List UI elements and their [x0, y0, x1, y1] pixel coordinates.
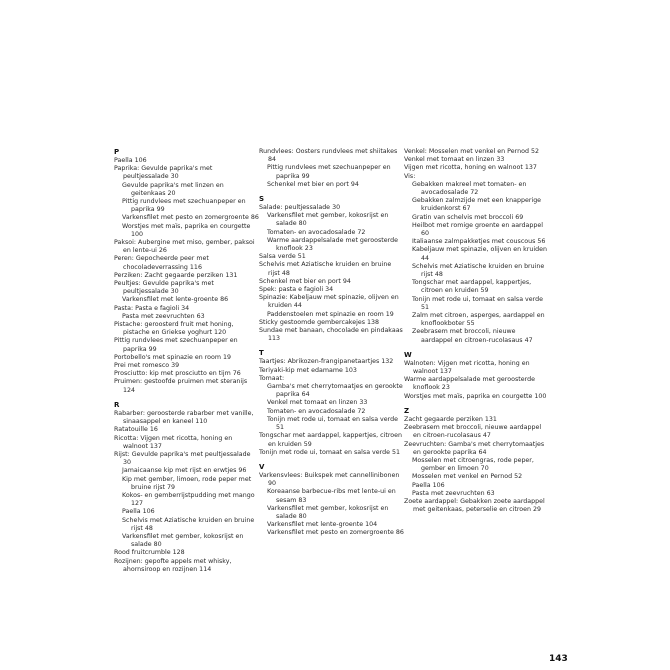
- index-subentry: Pasta met zeevruchten 63: [412, 489, 495, 497]
- index-entry: Rijst: Gevulde paprika's met peultjessalade 30: [114, 450, 251, 467]
- index-subentry: Venkel met tomaat en linzen 33: [267, 399, 368, 407]
- index-subentry: Varkensfilet met lente-groente 86: [122, 296, 229, 304]
- index-entry: Tonijn met rode ui, tomaat en salsa verde 51: [259, 448, 401, 456]
- index-subentry: Tonijn met rode ui, tomaat en salsa verde 51: [267, 415, 398, 432]
- section-letter: Z: [404, 406, 410, 415]
- index-column-2: [259, 148, 404, 538]
- index-entry: Teriyaki-kip met edamame 103: [259, 366, 357, 374]
- index-entry: Venkel: Mosselen met venkel en Pernod 52: [404, 148, 539, 155]
- index-entry: Rundvlees: Oosters rundvlees met shiitakes 84: [259, 148, 398, 164]
- index-entry: Varkensvlees: Buikspek met cannellinibonen 90: [259, 471, 400, 488]
- index-subentry: Varkensfilet met gember, kokosrijst en salade 80: [267, 504, 389, 520]
- index-subentry: Mosselen met venkel en Pernod 52: [412, 473, 523, 481]
- index-subentry: Tonijn met rode ui, tomaat en salsa verde 51: [412, 295, 543, 311]
- section-letter: V: [259, 462, 265, 471]
- index-entry: Salade: peultjessalade 30: [259, 204, 341, 212]
- index-entry: Pistache: geroosterd fruit met honing, pistache en Griekse yoghurt 120: [114, 321, 234, 337]
- index-entry: Schenkel met bier en port 94: [259, 277, 351, 285]
- section-letter: P: [114, 148, 120, 156]
- section-letter: W: [404, 350, 412, 359]
- index-entry: Schelvis met Aziatische kruiden en bruine rijst 48: [259, 261, 392, 277]
- index-subentry: Varkensfilet met pesto en zomergroente 86: [122, 214, 259, 222]
- index-subentry: Pasta met zeevruchten 63: [122, 312, 205, 320]
- index-entry: Pruimen: gestoofde pruimen met steranijs 124: [114, 378, 248, 394]
- index-subentry: Italiaanse zalmpakketjes met couscous 56: [412, 238, 546, 246]
- index-subentry: Zalm met citroen, asperges, aardappel en knoflookboter 55: [412, 312, 545, 328]
- index-entry: Zoete aardappel: Gebakken zoete aardappel met geitenkaas, peterselie en citroen 29: [404, 497, 545, 514]
- index-entry: Peren: Gepocheerde peer met chocoladeverrassing 116: [114, 255, 209, 271]
- index-entry: Paksoi: Aubergine met miso, gember, paksoi en lente-ui 26: [114, 239, 255, 255]
- index-subentry: Koreaanse barbecue-ribs met lente-ui en sesam 83: [267, 488, 396, 504]
- index-subentry: Kokos- en gemberrijstpudding met mango 127: [122, 491, 255, 508]
- index-entry: Prei met romesco 39: [114, 362, 180, 370]
- index-subentry: Tongschar met aardappel, kappertjes, citroen en kruiden 59: [412, 279, 532, 295]
- index-subentry: Varkensfilet met lente-groente 104: [267, 521, 378, 529]
- index-entry: Zeevruchten: Gamba's met cherrytomaatjes en gerookte paprika 64: [404, 440, 545, 456]
- index-subentry: Jamaicaanse kip met rijst en erwtjes 96: [122, 467, 247, 475]
- index-entry: Salsa verde 51: [259, 253, 306, 261]
- index-entry: Perziken: Zacht gegaarde perziken 131: [114, 271, 238, 279]
- index-subentry: Varkensfilet met gember, kokosrijst en salade 80: [122, 532, 244, 549]
- index-entry: Rozijnen: gepofte appels met whisky, ahornsiroop en rozijnen 114: [114, 557, 232, 573]
- index-entry: Peultjes: Gevulde paprika's met peultjessalade 30: [114, 280, 214, 296]
- index-subentry: Kip met gember, limoen, rode peper met bruine rijst 79: [122, 475, 252, 491]
- index-entry: Rabarber: geroosterde rabarber met vanille, sinaasappel en kaneel 110: [114, 409, 254, 426]
- index-subentry: Gratin van schelvis met broccoli 69: [412, 213, 524, 221]
- index-subentry: Schenkel met bier en port 94: [267, 180, 359, 188]
- index-subentry: Gebakken zalmzijde met een knapperige kruidenkorst 67: [412, 197, 542, 213]
- index-subentry: Mosselen met citroengras, rode peper, gember en limoen 70: [412, 456, 534, 473]
- index-entry: Paella 106: [114, 157, 147, 164]
- section-letter: R: [114, 400, 120, 409]
- index-entry: Sticky gestoomde gembercakejes 138: [259, 318, 380, 326]
- index-entry: Portobello's met spinazie en room 19: [114, 353, 232, 361]
- index-subentry: Heilbot met romige groente en aardappel 60: [412, 221, 544, 238]
- index-entry: Rood fruitcrumble 128: [114, 549, 185, 557]
- index-entry: Venkel met tomaat en linzen 33: [404, 156, 505, 164]
- section-letter: S: [259, 195, 265, 204]
- index-entry: Zeebrasem met broccoli, nieuwe aardappel en citroen-rucolasaus 47: [404, 424, 542, 440]
- index-entry: Pittig rundvlees met szechuanpeper en paprika 99: [114, 337, 238, 353]
- index-subentry: Warme aardappelsalade met geroosterde knoflook 23: [267, 236, 398, 253]
- index-entry: Vis:: [404, 172, 416, 180]
- index-entry: Prosciutto: kip met prosciutto en tijm 76: [114, 370, 241, 378]
- index-entry: Ratatouille 16: [114, 426, 158, 434]
- index-subentry: Paella 106: [122, 508, 155, 516]
- index-entry: Warme aardappelsalade met geroosterde knoflook 23: [404, 376, 535, 392]
- index-subentry: Kabeljauw met spinazie, olijven en kruiden 44: [412, 246, 547, 262]
- index-entry: Paprika: Gevulde paprika's met peultjessalade 30: [114, 165, 213, 181]
- index-entry: Vijgen met ricotta, honing en walnoot 137: [404, 164, 537, 172]
- index-subentry: Varkensfilet met pesto en zomergroente 86: [267, 529, 404, 537]
- index-entry: Taartjes: Abrikozen-frangipanetaartjes 132: [259, 358, 394, 366]
- index-subentry: Gamba's met cherrytomaatjes en gerookte paprika 64: [267, 383, 403, 399]
- index-entry: Walnoten: Vijgen met ricotta, honing en walnoot 137: [404, 359, 530, 376]
- index-subentry: Zeebrasem met broccoli, nieuwe aardappel en citroen-rucolasaus 47: [412, 328, 533, 344]
- index-entry: Worstjes met maïs, paprika en courgette 100: [404, 392, 547, 400]
- index-subentry: Tomaten- en avocadosalade 72: [267, 407, 366, 415]
- index-entry: Sundae met banaan, chocolade en pindakaas 113: [259, 327, 403, 343]
- index-entry: Spinazie: Kabeljauw met spinazie, olijven en kruiden 44: [259, 294, 399, 310]
- index-entry: Tomaat:: [259, 374, 285, 382]
- page-number: 143: [549, 654, 568, 664]
- index-entry: Spek: pasta e fagioli 34: [259, 286, 334, 294]
- index-column-1: [114, 148, 259, 574]
- index-entry: Ricotta: Vijgen met ricotta, honing en walnoot 137: [114, 434, 233, 450]
- index-subentry: Tomaten- en avocadosalade 72: [267, 228, 366, 236]
- index-subentry: Pittig rundvlees met szechuanpeper en paprika 99: [267, 164, 391, 180]
- index-subentry: Pittig rundvlees met szechuanpeper en paprika 99: [122, 198, 246, 214]
- index-column-3: [404, 148, 549, 514]
- index-subentry: Schelvis met Aziatische kruiden en bruine rijst 48: [412, 262, 545, 279]
- index-entry: Tongschar met aardappel, kappertjes, citroen en kruiden 59: [259, 432, 403, 448]
- index-subentry: Varkensfilet met gember, kokosrijst en salade 80: [267, 212, 389, 228]
- index-subentry: Gebakken makreel met tomaten- en avocadosalade 72: [412, 180, 527, 197]
- index-subentry: Schelvis met Aziatische kruiden en bruine rijst 48: [122, 516, 255, 532]
- index-entry: Pasta: Pasta e fagioli 34: [114, 304, 190, 312]
- index-entry: Zacht gegaarde perziken 131: [404, 415, 497, 423]
- index-subentry: Worstjes met maïs, paprika en courgette 100: [122, 222, 251, 238]
- index-subentry: Paddenstoelen met spinazie en room 19: [267, 310, 394, 318]
- section-letter: T: [259, 349, 264, 358]
- index-subentry: Gevulde paprika's met linzen en geitenkaas 20: [122, 181, 224, 197]
- index-subentry: Paella 106: [412, 481, 445, 489]
